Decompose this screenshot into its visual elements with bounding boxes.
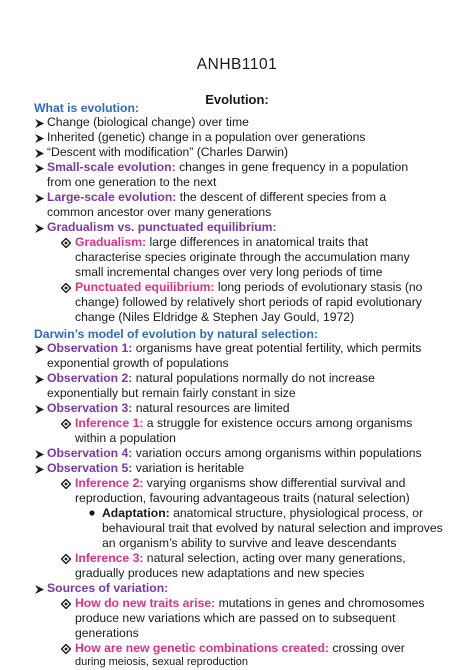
term: Gradualism: <box>75 235 147 249</box>
bullet-line: an organism’s ability to survive and leave descendants <box>102 536 397 550</box>
term: Observation 5: <box>47 461 133 475</box>
bullet-line <box>75 235 368 250</box>
arrow-bullet-icon <box>34 193 45 204</box>
arrow-bullet-icon <box>34 133 45 144</box>
term: Gradualism vs. punctuated equilibrium: <box>47 220 277 234</box>
bullet-line: generations <box>75 626 139 640</box>
term: Adaptation: <box>102 506 170 520</box>
diamond-bullet-icon <box>61 644 71 654</box>
term: Observation 3: <box>47 401 133 415</box>
bullet-text: “Descent with modification” (Charles Darwin) <box>47 145 289 159</box>
definition: large differences in anatomical traits that <box>146 235 369 249</box>
term: Observation 1: <box>47 341 133 355</box>
term: Small-scale evolution: <box>47 160 176 174</box>
arrow-bullet-icon <box>34 374 45 385</box>
definition: a struggle for existence occurs among organisms <box>143 416 413 430</box>
bullet-line: change (Niles Eldridge & Stephen Jay Gould, 1972) <box>75 310 355 324</box>
bullet-text: Change (biological change) over time <box>47 115 249 129</box>
section-heading-darwins-model: Darwin’s model of evolution by natural selection: <box>34 327 318 341</box>
arrow-bullet-icon <box>34 118 45 129</box>
bullet-line <box>75 551 406 566</box>
bullet-line: reproduction, favouring advantageous traits (natural selection) <box>75 491 410 505</box>
bullet-line: during meiosis, sexual reproduction <box>75 656 249 668</box>
bullet-line: common ancestor over many generations <box>47 205 272 219</box>
definition: anatomical structure, physiological process, or <box>169 506 424 520</box>
diamond-bullet-icon <box>61 419 71 429</box>
arrow-bullet-icon <box>34 148 45 159</box>
term: How are new genetic combinations created: <box>75 641 329 655</box>
bullet-line: exponentially but remain fairly constant in size <box>47 386 296 400</box>
bullet-text: Inherited (genetic) change in a population over generations <box>47 130 366 144</box>
definition: the descent of different species from a <box>176 190 387 204</box>
term: Observation 4: <box>47 446 133 460</box>
definition: natural selection, acting over many generations, <box>143 551 406 565</box>
diamond-bullet-icon <box>61 238 71 248</box>
bullet-line: small incremental changes over very long periods of time <box>75 265 383 279</box>
bullet-line: exponential growth of populations <box>47 356 229 370</box>
bullet-line: produce new variations which are passed on to subsequent <box>75 611 396 625</box>
section-heading-what-is-evolution: What is evolution: <box>34 101 139 115</box>
arrow-bullet-icon <box>34 163 45 174</box>
bullet-line <box>47 401 290 416</box>
diamond-bullet-icon <box>61 599 71 609</box>
dot-bullet-icon <box>89 510 95 516</box>
bullet-line <box>75 416 412 431</box>
bullet-line: from one generation to the next <box>47 175 217 189</box>
definition: varying organisms show differential survival and <box>143 476 406 490</box>
definition: mutations in genes and chromosomes <box>215 596 425 610</box>
definition: variation is heritable <box>132 461 245 475</box>
diamond-bullet-icon <box>61 554 71 564</box>
arrow-bullet-icon <box>34 344 45 355</box>
term: Sources of variation: <box>47 581 169 595</box>
bullet-line <box>47 371 375 386</box>
bullet-line <box>47 190 386 205</box>
arrow-bullet-icon <box>34 464 45 475</box>
definition: natural resources are limited <box>132 401 290 415</box>
bullet-line: characterise species originate through the accumulation many <box>75 250 410 264</box>
course-code: ANHB1101 <box>196 56 278 73</box>
bullet-line <box>47 341 421 356</box>
bullet-line: gradually produces new adaptations and new species <box>75 566 365 580</box>
bullet-line <box>75 641 405 656</box>
bullet-line <box>75 596 425 611</box>
bullet-line <box>75 280 422 295</box>
bullet-line: change) followed by relatively short periods of rapid evolutionary <box>75 295 422 309</box>
bullet-line <box>75 476 405 491</box>
arrow-bullet-icon <box>34 404 45 415</box>
bullet-line <box>47 461 244 476</box>
term: Punctuated equilibrium: <box>75 280 215 294</box>
term: How do new traits arise: <box>75 596 216 610</box>
term: Inference 2: <box>75 476 144 490</box>
term: Large-scale evolution: <box>47 190 177 204</box>
page-title: Evolution: <box>205 92 269 107</box>
bullet-line <box>47 446 422 461</box>
term: Inference 1: <box>75 416 144 430</box>
definition: organisms have great potential fertility, which permits <box>132 341 422 355</box>
arrow-bullet-icon <box>34 584 45 595</box>
bullet-line: within a population <box>75 431 176 445</box>
arrow-bullet-icon <box>34 223 45 234</box>
definition: changes in gene frequency in a population <box>175 160 409 174</box>
bullet-line <box>102 506 423 521</box>
term: Inference 3: <box>75 551 144 565</box>
diamond-bullet-icon <box>61 283 71 293</box>
definition: variation occurs among organisms within populations <box>132 446 422 460</box>
diamond-bullet-icon <box>61 479 71 489</box>
definition: natural populations normally do not increase <box>132 371 375 385</box>
definition: long periods of evolutionary stasis (no <box>214 280 423 294</box>
definition: crossing over <box>328 641 405 655</box>
arrow-bullet-icon <box>34 449 45 460</box>
bullet-line <box>47 160 408 175</box>
term: Observation 2: <box>47 371 133 385</box>
bullet-line: behavioural trait that evolved by natural selection and improves <box>102 521 443 535</box>
